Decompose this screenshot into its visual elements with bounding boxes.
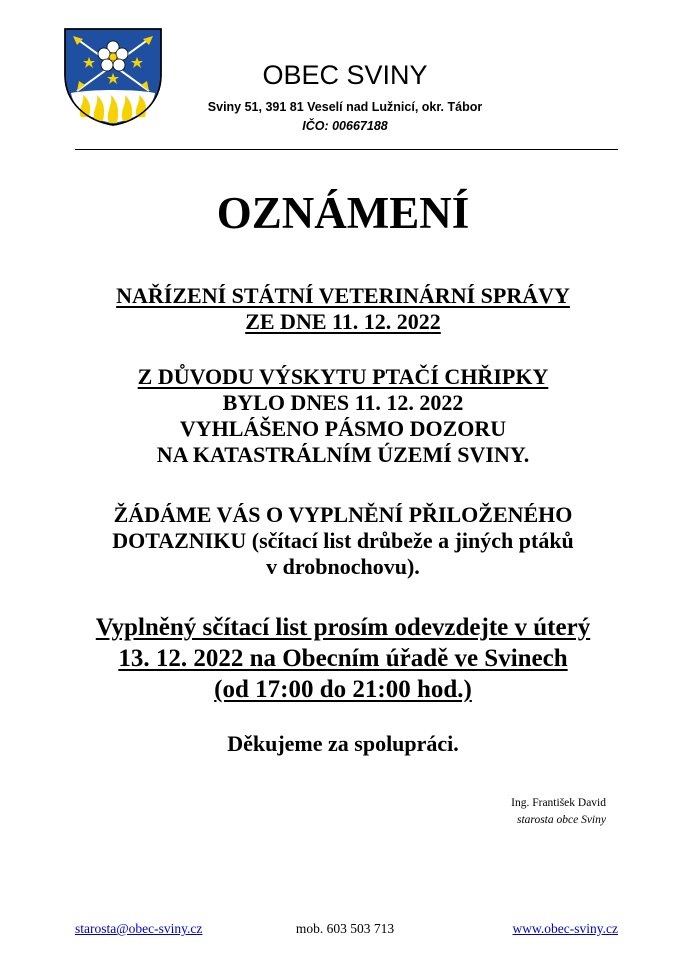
email-link[interactable]: starosta@obec-sviny.cz (75, 921, 203, 936)
instruction-block (40, 612, 646, 705)
header-divider (75, 149, 618, 150)
reason-line: NA KATASTRÁLNÍM ÚZEMÍ SVINY. (156, 442, 530, 467)
regulation-block (40, 283, 646, 335)
reason-heading: Z DŮVODU VÝSKYTU PTAČÍ CHŘIPKY (137, 364, 549, 389)
reason-block (40, 364, 646, 468)
signatory-name: Ing. František David (511, 797, 606, 809)
instruction-line: Vyplněný sčítací list prosím odevzdejte v úterý (95, 614, 591, 641)
regulation-line: ZE DNE 11. 12. 2022 (245, 309, 441, 334)
regulation-line: NAŘÍZENÍ STÁTNÍ VETERINÁRNÍ SPRÁVY (116, 283, 570, 308)
request-block (40, 502, 646, 580)
request-line: DOTAZNIKU (sčítací list drůbeže a jiných ptáků (112, 528, 574, 553)
reason-line: VYHLÁŠENO PÁSMO DOZORU (179, 416, 507, 441)
thanks-text: Děkujeme za spolupráci. (227, 731, 459, 756)
municipality-name: OBEC SVINY (262, 60, 428, 90)
instruction-line: (od 17:00 do 21:00 hod.) (214, 676, 472, 703)
municipality-address: Sviny 51, 391 81 Veselí nad Lužnicí, okr. Tábor (207, 100, 483, 114)
reason-line: BYLO DNES 11. 12. 2022 (222, 390, 464, 415)
coat-of-arms-icon (63, 27, 163, 127)
notice-title: OZNÁMENÍ (216, 188, 470, 238)
signatory-role: starosta obce Sviny (516, 814, 606, 826)
phone-number: mob. 603 503 713 (295, 921, 395, 936)
request-line: ŽÁDÁME VÁS O VYPLNĚNÍ PŘILOŽENÉHO (113, 502, 573, 527)
municipality-ico: IČO: 00667188 (302, 119, 388, 133)
request-line: v drobnochovu). (266, 554, 420, 579)
instruction-line: 13. 12. 2022 na Obecním úřadě ve Svinech (118, 645, 568, 672)
website-link[interactable]: www.obec-sviny.cz (512, 921, 618, 936)
